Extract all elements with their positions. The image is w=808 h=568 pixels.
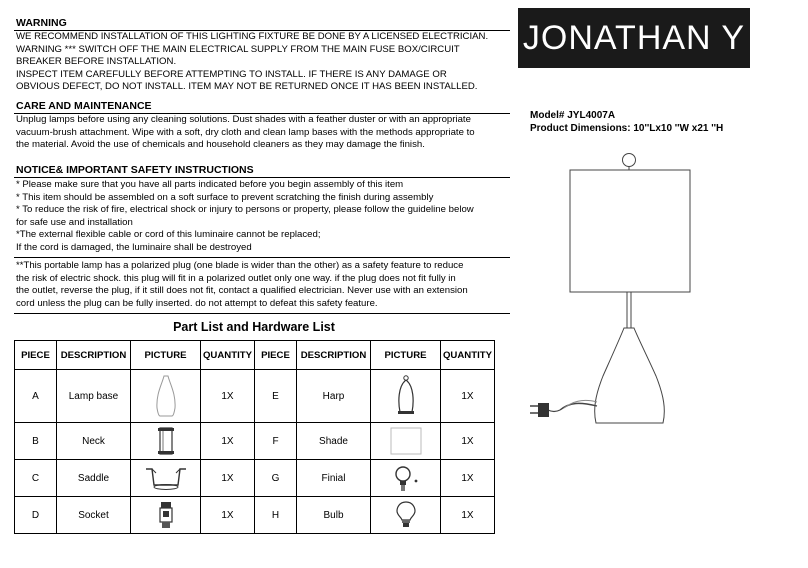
- picture-cell: [131, 460, 201, 497]
- picture-cell: [131, 423, 201, 460]
- socket-icon: [156, 500, 176, 530]
- warning-line: WARNING *** SWITCH OFF THE MAIN ELECTRICAL SUPPLY FROM THE MAIN FUSE BOX/CIRCUIT: [16, 43, 460, 55]
- header-picture: PICTURE: [131, 341, 201, 370]
- lamp-base-icon: [154, 374, 178, 418]
- quantity-cell: 1X: [201, 423, 255, 460]
- table-row: [15, 370, 495, 423]
- plug-rule: [14, 257, 510, 258]
- description-cell: Shade: [297, 423, 371, 460]
- quantity-cell: 1X: [441, 497, 495, 534]
- notice-line: If the cord is damaged, the luminaire shall be destroyed: [16, 241, 252, 253]
- header-piece: PIECE: [255, 341, 297, 370]
- notice-title: NOTICE& IMPORTANT SAFETY INSTRUCTIONS: [16, 164, 254, 176]
- piece-cell: G: [255, 460, 297, 497]
- piece-cell: E: [255, 370, 297, 423]
- header-description: DESCRIPTION: [297, 341, 371, 370]
- plug-line: the outlet, reverse the plug, if it still does not fit, contact a qualified electrician. Never use with an extension: [16, 285, 468, 297]
- description-cell: Bulb: [297, 497, 371, 534]
- warning-text: [16, 31, 516, 94]
- description-cell: Saddle: [57, 460, 131, 497]
- model-number: Model# JYL4007A: [530, 110, 616, 121]
- picture-cell: [371, 460, 441, 497]
- header-quantity: QUANTITY: [201, 341, 255, 370]
- product-dimensions: Product Dimensions: 10''Lx10 ''W x21 ''H: [530, 123, 724, 134]
- care-line: Unplug lamps before using any cleaning solutions. Dust shades with a feather duster or with an appropriate: [16, 114, 471, 125]
- piece-cell: F: [255, 423, 297, 460]
- plug-line: **This portable lamp has a polarized plug (one blade is wider than the other) as a safety feature to reduce: [16, 260, 464, 271]
- notice-text: [16, 179, 516, 255]
- care-line: the material. Avoid the use of chemicals and household cleaners as they may damage the finish.: [16, 139, 425, 151]
- quantity-cell: 1X: [441, 460, 495, 497]
- description-cell: Finial: [297, 460, 371, 497]
- brand-logo: JONATHAN Y: [518, 8, 750, 68]
- parts-table: [14, 340, 495, 534]
- piece-cell: A: [15, 370, 57, 423]
- warning-line: BREAKER BEFORE INSTALLATION.: [16, 56, 177, 68]
- picture-cell: [371, 370, 441, 423]
- notice-line: for safe use and installation: [16, 216, 133, 228]
- lamp-illustration: [520, 140, 710, 430]
- quantity-cell: 1X: [441, 423, 495, 460]
- piece-cell: D: [15, 497, 57, 534]
- table-row: [15, 460, 495, 497]
- neck-icon: [156, 426, 176, 456]
- finial-icon: [390, 463, 422, 493]
- shade-icon: [389, 426, 423, 456]
- header-description: DESCRIPTION: [57, 341, 131, 370]
- header-piece: PIECE: [15, 341, 57, 370]
- saddle-icon: [142, 463, 190, 493]
- warning-line: WE RECOMMEND INSTALLATION OF THIS LIGHTING FIXTURE BE DONE BY A LICENSED ELECTRICIAN.: [16, 31, 489, 42]
- piece-cell: H: [255, 497, 297, 534]
- quantity-cell: 1X: [441, 370, 495, 423]
- picture-cell: [131, 370, 201, 423]
- plug-line: the risk of electric shock. this plug will fit in a polarized outlet only one way. if the plug does not fit fully in: [16, 272, 456, 284]
- parts-header-row: [15, 341, 495, 370]
- warning-line: OBVIOUS DEFECT, DO NOT INSTALL. ITEM MAY NOT BE RETURNED ONCE IT HAS BEEN INSTALLED.: [16, 81, 478, 93]
- piece-cell: C: [15, 460, 57, 497]
- description-cell: Lamp base: [57, 370, 131, 423]
- description-cell: Harp: [297, 370, 371, 423]
- plug-line: cord unless the plug can be fully inserted. do not attempt to defeat this safety feature.: [16, 297, 378, 309]
- picture-cell: [131, 497, 201, 534]
- description-cell: Socket: [57, 497, 131, 534]
- quantity-cell: 1X: [201, 460, 255, 497]
- picture-cell: [371, 423, 441, 460]
- notice-line: * This item should be assembled on a soft surface to prevent scratching the finish during assembly: [16, 191, 434, 203]
- notice-line: * Please make sure that you have all parts indicated before you begin assembly of this item: [16, 179, 404, 190]
- table-row: [15, 423, 495, 460]
- bulb-icon: [394, 500, 418, 530]
- care-line: vacuum-brush attachment. Wipe with a soft, dry cloth and clean lamp bases with the methods appropriate to: [16, 126, 475, 138]
- header-quantity: QUANTITY: [441, 341, 495, 370]
- quantity-cell: 1X: [201, 370, 255, 423]
- notice-line: *The external flexible cable or cord of this luminaire cannot be replaced;: [16, 229, 321, 241]
- header-picture: PICTURE: [371, 341, 441, 370]
- harp-icon: [394, 374, 418, 418]
- section-end-rule: [14, 313, 510, 314]
- picture-cell: [371, 497, 441, 534]
- plug-text: [16, 260, 516, 310]
- care-title: CARE AND MAINTENANCE: [16, 100, 152, 112]
- quantity-cell: 1X: [201, 497, 255, 534]
- care-text: [16, 114, 516, 152]
- warning-title: WARNING: [16, 17, 67, 29]
- table-row: [15, 497, 495, 534]
- parts-list-title: Part List and Hardware List: [173, 320, 335, 334]
- piece-cell: B: [15, 423, 57, 460]
- notice-rule: [14, 177, 510, 178]
- notice-line: * To reduce the risk of fire, electrical shock or injury to persons or property, please follow the guideline below: [16, 204, 474, 216]
- warning-line: INSPECT ITEM CAREFULLY BEFORE ATTEMPTING TO INSTALL. IF THERE IS ANY DAMAGE OR: [16, 68, 447, 80]
- description-cell: Neck: [57, 423, 131, 460]
